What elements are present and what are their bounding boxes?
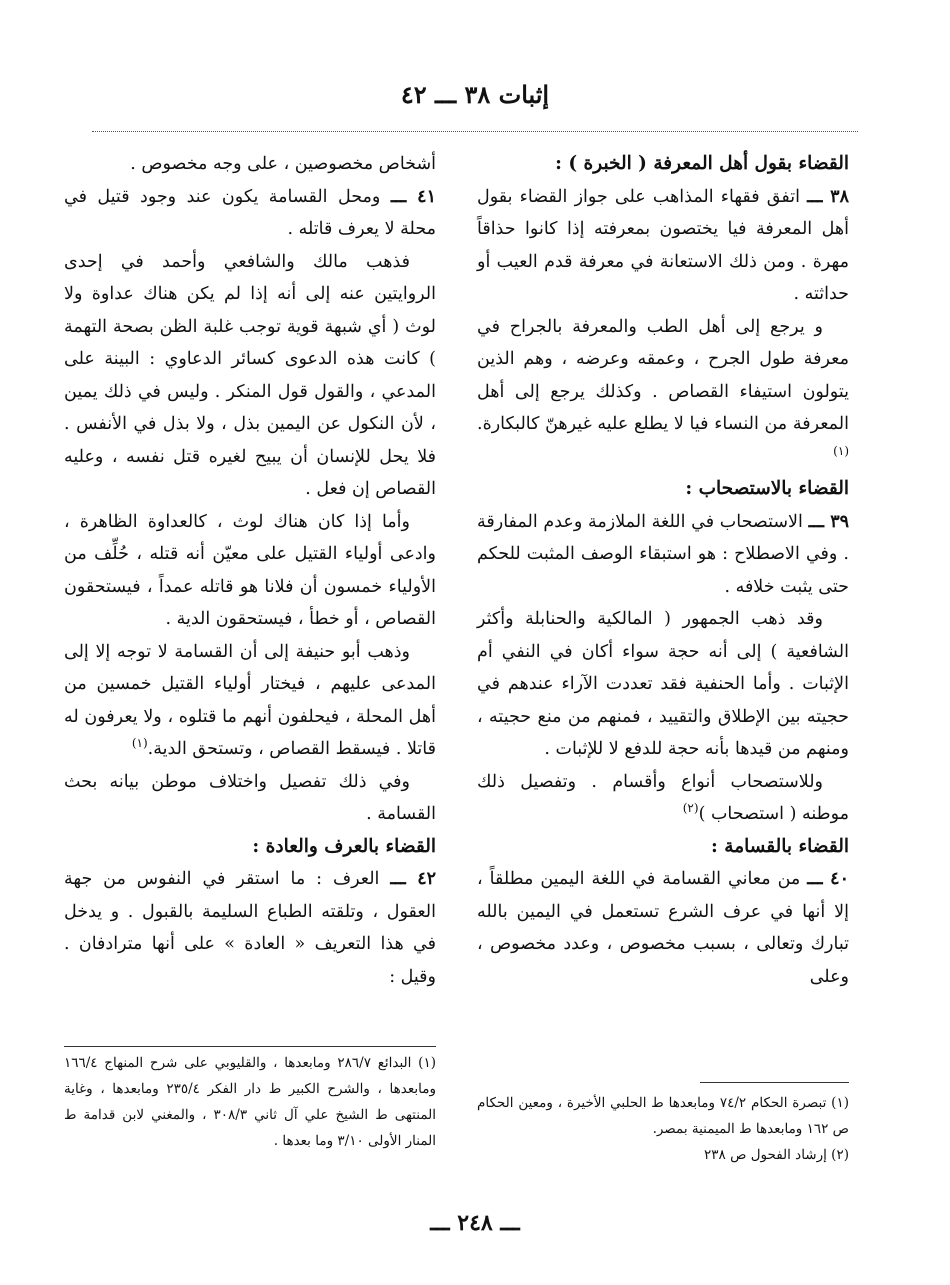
footnote-divider-left [64, 1046, 436, 1047]
body-paragraph [64, 181, 436, 246]
section-heading [477, 148, 849, 181]
footnote: (١) البدائع ٢٨٦/٧ ومابعدها ، والقليوبي على شرح المنهاج ١٦٦/٤ ومابعدها ، والشرح الكبير ط دار الفكر ٢٣٥/٤ ومابعدها ، وغاية المنتهى ط الشيخ علي آل ثاني ٣٠٨/٣ ، والمغني لابن قدامة ط المنار الأولى ٣/١٠ وما بعدها . [64, 1055, 437, 1149]
running-header: إثبات ٣٨ ـــ ٤٢ [400, 80, 550, 109]
body-paragraph [64, 636, 436, 766]
paragraph-text: وذهب أبو حنيفة إلى أن القسامة لا توجه إلا إلى المدعى عليهم ، فيختار أولياء القتيل خمسين من أهل المحلة ، فيحلفون أنهم ما قتلوه ، ولا يعرفون له قاتلا . فيسقط القصاص ، وتستحق الدية. [64, 641, 436, 759]
page-number: ـــ ٢٤٨ ـــ [430, 1210, 520, 1236]
paragraph-text: من معاني القسامة في اللغة اليمين مطلقاً ، إلا أنها في عرف الشرع تستعمل في اليمين بالله تبارك وتعالى ، بسبب مخصوص ، وعدد مخصوص ، وعلى [477, 869, 849, 987]
footnote-marker: (١) [131, 736, 148, 751]
section-heading [64, 831, 436, 864]
body-paragraph [477, 181, 849, 311]
paragraph-text: العرف : ما استقر في النفوس من جهة العقول ، وتلقته الطباع السليمة بالقبول . و يدخل في هذا التعريف « العادة » على أنها مترادفان . وقيل : [64, 869, 436, 987]
section-heading [477, 831, 849, 864]
body-paragraph [64, 506, 436, 636]
right-column [477, 148, 849, 993]
body-paragraph [64, 766, 436, 831]
body-paragraph [64, 148, 436, 181]
footnote-marker: (٢) [682, 801, 699, 816]
paragraph-text: وقد ذهب الجمهور ( المالكية والحنابلة وأكثر الشافعية ) إلى أنه حجة سواء أكان في النفي أم الإثبات . وأما الحنفية فقد تعددت الآراء عندهم في حجيته بين الإطلاق والتقييد ، فمنهم من منع حجيته ، ومنهم من قيدها بأنه حجة للدفع لا للإثبات . [477, 609, 849, 759]
footnotes-left [64, 1050, 436, 1154]
left-column [64, 148, 436, 993]
body-paragraph [64, 863, 436, 993]
paragraph-text: ومحل القسامة يكون عند وجود قتيل في محلة لا يعرف قاتله . [64, 186, 436, 239]
footnotes-right [477, 1090, 849, 1168]
body-paragraph [477, 863, 849, 993]
paragraph-text: الاستصحاب في اللغة الملازمة وعدم المفارقة . وفي الاصطلاح : هو استبقاء الوصف المثبت للحكم حتى يثبت خلافه . [477, 511, 849, 597]
paragraph-number: ٣٩ ـــ [808, 511, 849, 532]
paragraph-text: أشخاص مخصوصين ، على وجه مخصوص . [130, 154, 436, 174]
paragraph-text: وفي ذلك تفصيل واختلاف موطن بيانه بحث القسامة . [64, 771, 436, 824]
paragraph-text: فذهب مالك والشافعي وأحمد في إحدى الروايتين عنه إلى أنه إذا لم يكن هناك عداوة ولا لوث ( أي شبهة قوية توجب غلبة الظن بصحة التهمة ) كانت هذه الدعوى كسائر الدعاوي : البينة على المدعي ، والقول قول المنكر . وليس في ذلك يمين ، لأن النكول عن اليمين بذل ، ولا بذل في الأنفس . فلا يحل للإنسان أن يبيح لغيره قتل نفسه ، وعليه القصاص إن فعل . [64, 251, 436, 499]
paragraph-text: وأما إذا كان هناك لوث ، كالعداوة الظاهرة ، وادعى أولياء القتيل على معيّن أنه قتله ، حُلِّف من الأولياء خمسون أن فلانا هو قاتله عمداً ، فيستحقون القصاص ، أو خطأ ، فيستحقون الدية . [64, 511, 436, 629]
paragraph-number: ٤٢ ـــ [390, 869, 436, 889]
paragraph-number: ٤٠ ـــ [807, 869, 849, 889]
section-heading [477, 473, 849, 506]
body-paragraph [477, 766, 849, 831]
paragraph-text: القضاء بقول أهل المعرفة ( الخبرة ) : [555, 153, 849, 174]
body-paragraph [477, 603, 849, 766]
footnote-marker: (١) [833, 443, 849, 458]
body-paragraph [477, 506, 849, 604]
footnote-divider-right [700, 1082, 849, 1083]
body-paragraph [477, 311, 849, 474]
paragraph-text: وللاستصحاب أنواع وأقسام . وتفصيل ذلك موطنه ( استصحاب ) [477, 771, 849, 824]
paragraph-text: القضاء بالاستصحاب : [685, 478, 849, 499]
paragraph-number: ٣٨ ـــ [807, 186, 849, 207]
paragraph-text: القضاء بالعرف والعادة : [252, 835, 436, 857]
body-paragraph [64, 246, 436, 506]
paragraph-text: القضاء بالقسامة : [711, 835, 849, 857]
footnote: (١) تبصرة الحكام ٧٤/٢ ومابعدها ط الحلبي الأخيرة ، ومعين الحكام ص ١٦٢ ومابعدها ط الميمنية بمصر. [477, 1095, 849, 1137]
paragraph-text: اتفق فقهاء المذاهب على جواز القضاء بقول أهل المعرفة فيا يختصون بمعرفته إذا كانوا حذاقاً مهرة . ومن ذلك الاستعانة في معرفة قدم العيب أو حداثته . [477, 186, 849, 304]
header-divider [92, 131, 858, 132]
paragraph-text: و يرجع إلى أهل الطب والمعرفة بالجراح في معرفة طول الجرح ، وعمقه وعرضه ، وهم الذين يتولون استيفاء القصاص . وكذلك يرجع إلى أهل المعرفة من النساء فيا لا يطلع عليه غيرهنّ كالبكارة. [477, 316, 849, 434]
footnote: (٢) إرشاد الفحول ص ٢٣٨ [704, 1147, 849, 1163]
paragraph-number: ٤١ ـــ [390, 186, 436, 207]
